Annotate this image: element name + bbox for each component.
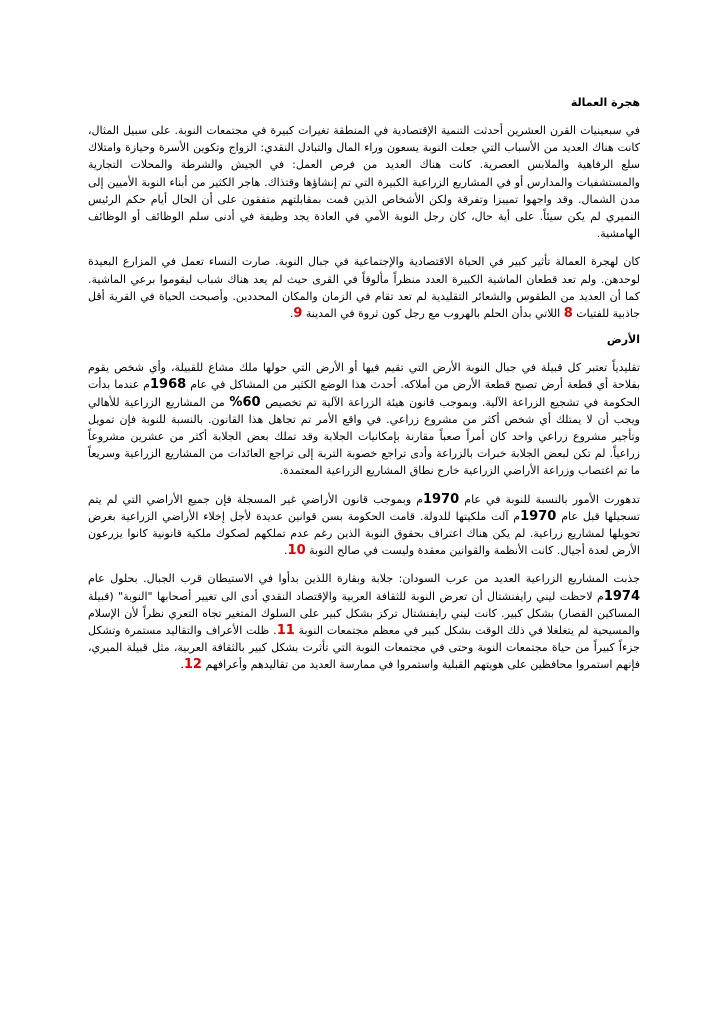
paragraph-text: م وبموجب قانون الأراضي غير المسجلة فإن جميع الأراضي التي لم يتم تسجيلها قبل عام xyxy=(88,492,640,523)
footnote-marker: 10 xyxy=(287,543,306,559)
paragraph-text: تقليدياً تعتبر كل قبيلة في جبال النوبة الأرض التي تقيم فيها أو الأرض التي حولها ملك مشاع للقبيلة، وأي شخص يقوم بفلاحة أي قطعة أرض تصبح قطعة الأرض من أملاكه. أحدث هذا الوضع الكثير من المشاكل في عام xyxy=(88,361,641,392)
paragraph xyxy=(88,491,640,560)
paragraph-text: كان لهجرة العمالة تأثير كبير في الحياة الاقتصادية والإجتماعية في جبال النوبة. صارت النساء تعمل في المزارع البعيدة لوحدهن. ولم تعد قطعان الماشية الكبيرة العدد منظراً مألوفاً في القرى حيث لم يعد هناك شباب ليقوموا برعي الماشية. كما أن العديد من الطقوس والشعائر التقليدية لم تعد تقام في الزمان والمكان المحددين. وأصبحت الحياة في القرية أقل جاذبية للفتيات xyxy=(88,255,640,321)
paragraph-text: . xyxy=(180,658,184,672)
paragraph-text: اللاتي بدأن الحلم بالهروب مع رجل كون ثروة في المدينة xyxy=(302,307,564,321)
inline-number: 1968 xyxy=(150,377,187,393)
paragraph-text: م آلت ملكيتها للدولة. قامت الحكومة بسن قوانين عديدة لأجل إخلاء الأراضي الزراعية بغرض تحويلها لمشاريع زراعية. لم يكن هناك اعتراف بحقوق النوبة الذين رغم عدم تملكهم لصكوك ملكية قانونية كانوا يزرعون الأرض لعدة أجيال. كانت الأنظمة والقوانين معقدة وليست في صالح النوبة xyxy=(88,509,640,558)
inline-number: 1970 xyxy=(423,491,460,507)
paragraph xyxy=(88,359,640,479)
section-heading-land: الأرض xyxy=(606,333,640,347)
paragraph-text: من المشاريع الزراعية للأهالي ويجب أن لا يمتلك أي شخص أكثر من مشروع زراعي. في واقع الأمر تم تجاهل هذا القانون. بالنسبة للنوبة فإن تمويل وتأجير مشروع زراعي واحد كان أمراً صعباً مقارنة بإمكانيات الجلابة وقد تملك بعض الجلابة أكثر من عشرين مشروعاً زراعياً. لم تكن لبعض الجلابة خبرات بالزراعة وأدى تراجع خصوبة التربة إلى تراجع العائدات من المشاريع الزراعية وسريعاً ما تم اغتصاب وزراعة الأراضي الزراعية خارج نطاق المشاريع الزراعية المعتمدة. xyxy=(88,395,640,478)
paragraph-text: م لاحظت ليني رايفنشتال أن تعرض النوبة للثقافة العربية والإقتصاد النقدي أدى الى تغيير أصحابها "النوبة" (قبيلة المساكين القصار) بشكل كبير. كانت ليني رايفنشتال تركز بشكل كبير على السلوك المتغير تجاه التعري نظراً لأن الإسلام والمسيحية لم يتغلغلا في ذلك الوقت بشكل كبير في معظم مجتمعات النوبة xyxy=(88,589,640,638)
inline-number: 1974 xyxy=(603,588,640,604)
paragraph-text: جذبت المشاريع الزراعية العديد من عرب السودان: جلابة وبقارة اللذين بدأوا في الاستيطان قرب الجبال. بحلول عام xyxy=(88,572,640,586)
paragraph-text: . xyxy=(289,307,294,321)
footnote-marker: 11 xyxy=(276,623,295,639)
paragraph-text: في سبعينيات القرن العشرين أحدثت التنمية الإقتصادية في المنطقة تغيرات كبيرة في مجتمعات النوبة. على سبيل المثال، كانت هناك العديد من الأسباب التي جعلت النوبة يسعون وراء المال والتبادل النقدي: الزواج وتكوين الأسرة وحيازة وامتلاك سلع الرفاهية والملابس العصرية. كانت هناك العديد من فرص العمل: في الجيش والشرطة والمحلات التجارية والمستشفيات والمدارس أو في المشاريع الزراعية الكبيرة التي تم إنشاؤها وقتذاك. هاجر الكثير من أبناء النوبة الأميين إلى مدن الشمال. وقد واجهوا تمييزا وتفرقة ولكن الأشخاص الذين قمت بمقابلتهم متفقون على أن الحال أيام حكم الرئيس النميري لم يكن سيئاً. على أية حال، كان رجل النوبة الأمي في العادة يجد وظيفة في أدنى سلم الوظائف أو الوظائف الهامشية. xyxy=(88,124,640,241)
inline-number: 1970 xyxy=(520,508,557,524)
paragraph xyxy=(88,570,640,673)
paragraph-text: م عندما بدأت الحكومة في تشجيع الزراعة الآلية. وبموجب قانون هيئة الزراعة الآلية تم تخصيص xyxy=(88,378,640,409)
paragraph-text: . xyxy=(284,544,288,558)
footnote-marker: 9 xyxy=(293,306,303,322)
document-page xyxy=(88,96,640,685)
paragraph xyxy=(88,253,640,322)
paragraph xyxy=(88,122,640,242)
footnote-marker: 8 xyxy=(563,306,573,322)
section-heading-labor-migration: هجرة العمالة xyxy=(570,96,640,109)
footnote-marker: 12 xyxy=(183,657,202,673)
inline-number: 60% xyxy=(229,394,261,410)
paragraph-text: . ظلت الأعراف والتقاليد مستمرة وتشكل جزءاً كبيراً من حياة مجتمعات النوبة وحتى في مجتمعات النوبة التي تأثرت بشكل كبير بالثقافة العربية، مثل قبيلة الميري، فإنهم استمروا محافظين على هويتهم القبلية واستمروا في ممارسة العديد من تقاليدهم وأعرافهم xyxy=(88,624,640,672)
paragraph-text: تدهورت الأمور بالنسبة للنوبة في عام xyxy=(459,492,640,506)
